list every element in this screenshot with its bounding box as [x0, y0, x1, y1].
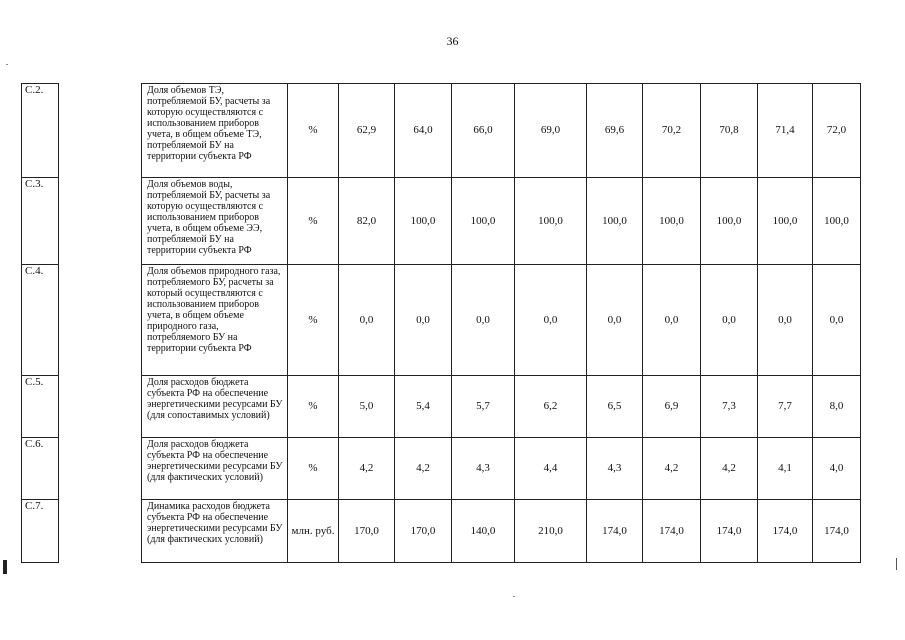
blank-column-cell: [59, 84, 142, 563]
value-cell: 100,0: [587, 178, 643, 265]
value-cell: 69,6: [587, 84, 643, 178]
value-cell: 4,4: [515, 438, 587, 500]
value-cell: 82,0: [339, 178, 395, 265]
value-cell: 7,3: [701, 376, 758, 438]
value-cell: 0,0: [813, 265, 861, 376]
value-cell: 0,0: [339, 265, 395, 376]
indicator-name: Доля объемов воды, потребляемой БУ, расчеты за которую осуществляются с использованием приборов учета, в общем объеме ЭЭ, потребляемой БУ на территории субъекта РФ: [142, 178, 288, 265]
scan-dot: [6, 64, 8, 65]
indicator-name: Динамика расходов бюджета субъекта РФ на обеспечение энергетическими ресурсами БУ (для фактических условий): [142, 500, 288, 563]
table-row: [22, 500, 861, 563]
value-cell: 70,2: [643, 84, 701, 178]
unit-cell: %: [288, 178, 339, 265]
value-cell: 0,0: [701, 265, 758, 376]
indicator-name: Доля расходов бюджета субъекта РФ на обеспечение энергетическими ресурсами БУ (для фактических условий): [142, 438, 288, 500]
value-cell: 4,2: [339, 438, 395, 500]
value-cell: 174,0: [587, 500, 643, 563]
value-cell: 6,2: [515, 376, 587, 438]
page-number: 36: [446, 34, 459, 48]
value-cell: 4,1: [758, 438, 813, 500]
value-cell: 0,0: [643, 265, 701, 376]
value-cell: 7,7: [758, 376, 813, 438]
row-code: С.7.: [22, 500, 59, 563]
value-cell: 72,0: [813, 84, 861, 178]
value-cell: 0,0: [452, 265, 515, 376]
value-cell: 170,0: [339, 500, 395, 563]
value-cell: 100,0: [758, 178, 813, 265]
value-cell: 6,5: [587, 376, 643, 438]
unit-cell: млн. руб.: [288, 500, 339, 563]
indicator-name: Доля объемов природного газа, потребляемого БУ, расчеты за который осуществляются с использованием приборов учета, в общем объеме природного газа, потребляемого БУ на территории субъекта РФ: [142, 265, 288, 376]
value-cell: 64,0: [395, 84, 452, 178]
value-cell: 71,4: [758, 84, 813, 178]
value-cell: 100,0: [643, 178, 701, 265]
value-cell: 5,4: [395, 376, 452, 438]
value-cell: 100,0: [452, 178, 515, 265]
value-cell: 4,2: [643, 438, 701, 500]
value-cell: 8,0: [813, 376, 861, 438]
table-row: [22, 265, 861, 376]
row-code: С.3.: [22, 178, 59, 265]
value-cell: 4,0: [813, 438, 861, 500]
value-cell: 0,0: [587, 265, 643, 376]
value-cell: 174,0: [643, 500, 701, 563]
value-cell: 4,3: [452, 438, 515, 500]
row-code: С.2.: [22, 84, 59, 178]
right-margin-mark: [896, 558, 897, 570]
value-cell: 70,8: [701, 84, 758, 178]
value-cell: 69,0: [515, 84, 587, 178]
value-cell: 66,0: [452, 84, 515, 178]
value-cell: 5,0: [339, 376, 395, 438]
indicator-name: Доля объемов ТЭ, потребляемой БУ, расчеты за которую осуществляются с использованием приборов учета, в общем объеме ТЭ, потребляемой БУ на территории субъекта РФ: [142, 84, 288, 178]
value-cell: 100,0: [515, 178, 587, 265]
row-code: С.5.: [22, 376, 59, 438]
table-row: [22, 438, 861, 500]
value-cell: 174,0: [758, 500, 813, 563]
value-cell: 62,9: [339, 84, 395, 178]
value-cell: 0,0: [758, 265, 813, 376]
indicator-name: Доля расходов бюджета субъекта РФ на обеспечение энергетическими ресурсами БУ (для сопоставимых условий): [142, 376, 288, 438]
table-row: [22, 178, 861, 265]
table-row: [22, 84, 861, 178]
unit-cell: %: [288, 265, 339, 376]
unit-cell: %: [288, 84, 339, 178]
table-row: [22, 376, 861, 438]
value-cell: 6,9: [643, 376, 701, 438]
value-cell: 100,0: [395, 178, 452, 265]
value-cell: 0,0: [395, 265, 452, 376]
value-cell: 4,2: [395, 438, 452, 500]
value-cell: 5,7: [452, 376, 515, 438]
row-code: С.4.: [22, 265, 59, 376]
indicators-table: [21, 83, 861, 563]
value-cell: 174,0: [701, 500, 758, 563]
value-cell: 100,0: [813, 178, 861, 265]
left-margin-mark: [3, 560, 7, 574]
value-cell: 174,0: [813, 500, 861, 563]
unit-cell: %: [288, 376, 339, 438]
value-cell: 4,2: [701, 438, 758, 500]
value-cell: 170,0: [395, 500, 452, 563]
value-cell: 140,0: [452, 500, 515, 563]
scan-dot: [513, 596, 515, 597]
value-cell: 210,0: [515, 500, 587, 563]
value-cell: 100,0: [701, 178, 758, 265]
value-cell: 0,0: [515, 265, 587, 376]
unit-cell: %: [288, 438, 339, 500]
row-code: С.6.: [22, 438, 59, 500]
value-cell: 4,3: [587, 438, 643, 500]
